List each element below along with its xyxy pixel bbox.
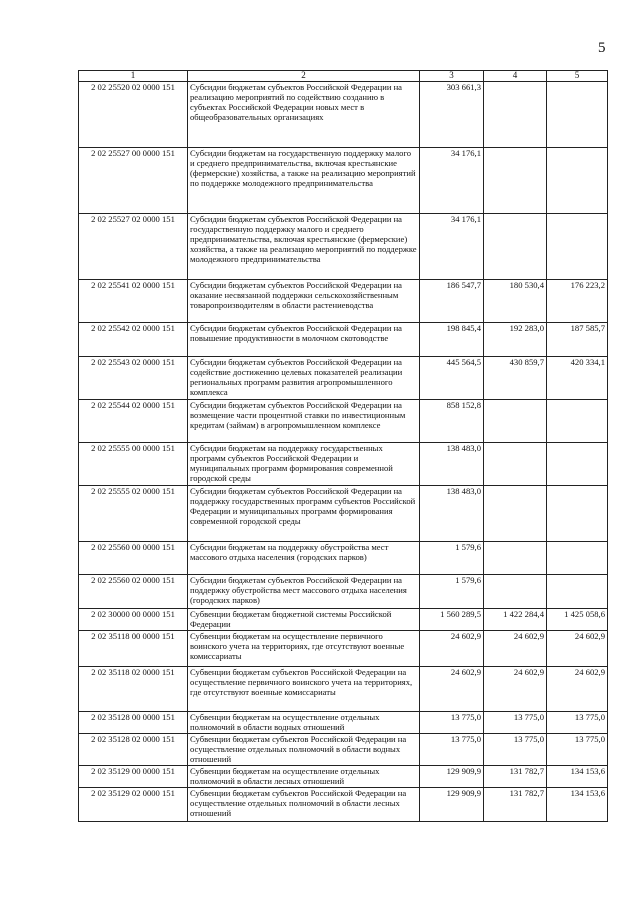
amount-cell-year3	[547, 443, 608, 486]
description-cell: Субсидии бюджетам субъектов Российской Федерации на государственную поддержку малого и среднего предпринимательства, включая крестьянские (фермерские) хозяйства, а также на реализацию мероприятий по поддержке молодежного предпринимательства	[188, 214, 420, 280]
description-cell: Субсидии бюджетам на поддержку государственных программ субъектов Российской Федерации и муниципальных программ формирования современной городской среды	[188, 443, 420, 486]
budget-code-cell: 2 02 25555 00 0000 151	[79, 443, 188, 486]
table-row	[79, 542, 608, 575]
amount-cell-year2: 192 283,0	[484, 323, 547, 357]
table-row	[79, 631, 608, 667]
amount-cell-year2: 131 782,7	[484, 788, 547, 822]
description-cell: Субвенции бюджетам на осуществление первичного воинского учета на территориях, где отсутствуют военные комиссариаты	[188, 631, 420, 667]
description-cell: Субвенции бюджетам субъектов Российской Федерации на осуществление первичного воинского учета на территориях, где отсутствуют военные комиссариаты	[188, 667, 420, 712]
amount-cell-year3	[547, 575, 608, 609]
column-header-5: 5	[547, 71, 608, 82]
amount-cell-year1: 303 661,3	[420, 82, 484, 148]
description-cell: Субвенции бюджетам субъектов Российской Федерации на осуществление отдельных полномочий в области водных отношений	[188, 734, 420, 766]
amount-cell-year1: 186 547,7	[420, 280, 484, 323]
description-cell: Субвенции бюджетам на осуществление отдельных полномочий в области водных отношений	[188, 712, 420, 734]
table-row	[79, 357, 608, 400]
column-header-3: 3	[420, 71, 484, 82]
amount-cell-year3	[547, 214, 608, 280]
page-number: 5	[598, 40, 606, 56]
table-row	[79, 667, 608, 712]
amount-cell-year2: 24 602,9	[484, 667, 547, 712]
table-row	[79, 575, 608, 609]
amount-cell-year1: 129 909,9	[420, 788, 484, 822]
amount-cell-year2	[484, 575, 547, 609]
table-row	[79, 323, 608, 357]
amount-cell-year1: 1 579,6	[420, 575, 484, 609]
amount-cell-year1: 1 579,6	[420, 542, 484, 575]
amount-cell-year1: 129 909,9	[420, 766, 484, 788]
amount-cell-year2: 1 422 284,4	[484, 609, 547, 631]
table-header-row	[79, 71, 608, 82]
budget-code-cell: 2 02 25555 02 0000 151	[79, 486, 188, 542]
budget-code-cell: 2 02 35128 02 0000 151	[79, 734, 188, 766]
budget-code-cell: 2 02 25560 00 0000 151	[79, 542, 188, 575]
table-row	[79, 609, 608, 631]
table-row	[79, 280, 608, 323]
amount-cell-year1: 138 483,0	[420, 443, 484, 486]
amount-cell-year1: 138 483,0	[420, 486, 484, 542]
amount-cell-year1: 24 602,9	[420, 667, 484, 712]
column-header-2: 2	[188, 71, 420, 82]
budget-code-cell: 2 02 25541 02 0000 151	[79, 280, 188, 323]
table-row	[79, 788, 608, 822]
budget-table	[78, 70, 608, 822]
budget-code-cell: 2 02 25527 00 0000 151	[79, 148, 188, 214]
description-cell: Субвенции бюджетам субъектов Российской Федерации на осуществление отдельных полномочий в области лесных отношений	[188, 788, 420, 822]
budget-code-cell: 2 02 25520 02 0000 151	[79, 82, 188, 148]
amount-cell-year2: 13 775,0	[484, 734, 547, 766]
description-cell: Субсидии бюджетам субъектов Российской Федерации на поддержку обустройства мест массового отдыха населения (городских парков)	[188, 575, 420, 609]
amount-cell-year1: 24 602,9	[420, 631, 484, 667]
budget-code-cell: 2 02 35118 02 0000 151	[79, 667, 188, 712]
amount-cell-year2: 180 530,4	[484, 280, 547, 323]
amount-cell-year1: 1 560 289,5	[420, 609, 484, 631]
description-cell: Субсидии бюджетам субъектов Российской Федерации на реализацию мероприятий по содействию созданию в субъектах Российской Федерации новых мест в общеобразовательных организациях	[188, 82, 420, 148]
amount-cell-year2: 131 782,7	[484, 766, 547, 788]
amount-cell-year3: 134 153,6	[547, 766, 608, 788]
amount-cell-year3	[547, 148, 608, 214]
description-cell: Субсидии бюджетам субъектов Российской Федерации на возмещение части процентной ставки по инвестиционным кредитам (займам) в агропромышленном комплексе	[188, 400, 420, 443]
description-cell: Субсидии бюджетам субъектов Российской Федерации на поддержку государственных программ субъектов Российской Федерации и муниципальных программ формирования современной городской среды	[188, 486, 420, 542]
amount-cell-year2: 24 602,9	[484, 631, 547, 667]
amount-cell-year3: 13 775,0	[547, 712, 608, 734]
amount-cell-year1: 13 775,0	[420, 712, 484, 734]
column-header-4: 4	[484, 71, 547, 82]
table-row	[79, 214, 608, 280]
amount-cell-year3	[547, 542, 608, 575]
amount-cell-year2	[484, 148, 547, 214]
budget-code-cell: 2 02 35129 02 0000 151	[79, 788, 188, 822]
description-cell: Субвенции бюджетам на осуществление отдельных полномочий в области лесных отношений	[188, 766, 420, 788]
table-row	[79, 734, 608, 766]
budget-code-cell: 2 02 25560 02 0000 151	[79, 575, 188, 609]
description-cell: Субсидии бюджетам субъектов Российской Федерации на повышение продуктивности в молочном скотоводстве	[188, 323, 420, 357]
budget-code-cell: 2 02 30000 00 0000 151	[79, 609, 188, 631]
amount-cell-year2	[484, 486, 547, 542]
amount-cell-year1: 34 176,1	[420, 148, 484, 214]
description-cell: Субсидии бюджетам на государственную поддержку малого и среднего предпринимательства, включая крестьянские (фермерские) хозяйства, а также на реализацию мероприятий по поддержке молодежного предпринимательства	[188, 148, 420, 214]
amount-cell-year3	[547, 400, 608, 443]
amount-cell-year3: 13 775,0	[547, 734, 608, 766]
budget-code-cell: 2 02 25527 02 0000 151	[79, 214, 188, 280]
table-row	[79, 712, 608, 734]
description-cell: Субсидии бюджетам субъектов Российской Федерации на содействие достижению целевых показателей реализации региональных программ развития агропромышленного комплекса	[188, 357, 420, 400]
amount-cell-year3: 24 602,9	[547, 631, 608, 667]
table-row	[79, 400, 608, 443]
amount-cell-year3: 24 602,9	[547, 667, 608, 712]
description-cell: Субвенции бюджетам бюджетной системы Российской Федерации	[188, 609, 420, 631]
table-row	[79, 486, 608, 542]
description-cell: Субсидии бюджетам субъектов Российской Федерации на оказание несвязанной поддержки сельскохозяйственным товаропроизводителям в области растениеводства	[188, 280, 420, 323]
amount-cell-year2	[484, 400, 547, 443]
amount-cell-year1: 34 176,1	[420, 214, 484, 280]
amount-cell-year3	[547, 82, 608, 148]
budget-code-cell: 2 02 25543 02 0000 151	[79, 357, 188, 400]
amount-cell-year2	[484, 214, 547, 280]
column-header-1: 1	[79, 71, 188, 82]
amount-cell-year3	[547, 486, 608, 542]
budget-code-cell: 2 02 35128 00 0000 151	[79, 712, 188, 734]
table-row	[79, 443, 608, 486]
budget-code-cell: 2 02 25542 02 0000 151	[79, 323, 188, 357]
table-row	[79, 148, 608, 214]
amount-cell-year2: 13 775,0	[484, 712, 547, 734]
amount-cell-year2	[484, 82, 547, 148]
amount-cell-year3: 187 585,7	[547, 323, 608, 357]
description-cell: Субсидии бюджетам на поддержку обустройства мест массового отдыха населения (городских парков)	[188, 542, 420, 575]
amount-cell-year1: 198 845,4	[420, 323, 484, 357]
amount-cell-year3: 1 425 058,6	[547, 609, 608, 631]
amount-cell-year2: 430 859,7	[484, 357, 547, 400]
amount-cell-year3: 420 334,1	[547, 357, 608, 400]
budget-code-cell: 2 02 35129 00 0000 151	[79, 766, 188, 788]
table-row	[79, 82, 608, 148]
amount-cell-year1: 13 775,0	[420, 734, 484, 766]
amount-cell-year3: 176 223,2	[547, 280, 608, 323]
amount-cell-year2	[484, 542, 547, 575]
amount-cell-year1: 445 564,5	[420, 357, 484, 400]
table-row	[79, 766, 608, 788]
budget-code-cell: 2 02 25544 02 0000 151	[79, 400, 188, 443]
budget-code-cell: 2 02 35118 00 0000 151	[79, 631, 188, 667]
amount-cell-year1: 858 152,8	[420, 400, 484, 443]
amount-cell-year2	[484, 443, 547, 486]
amount-cell-year3: 134 153,6	[547, 788, 608, 822]
